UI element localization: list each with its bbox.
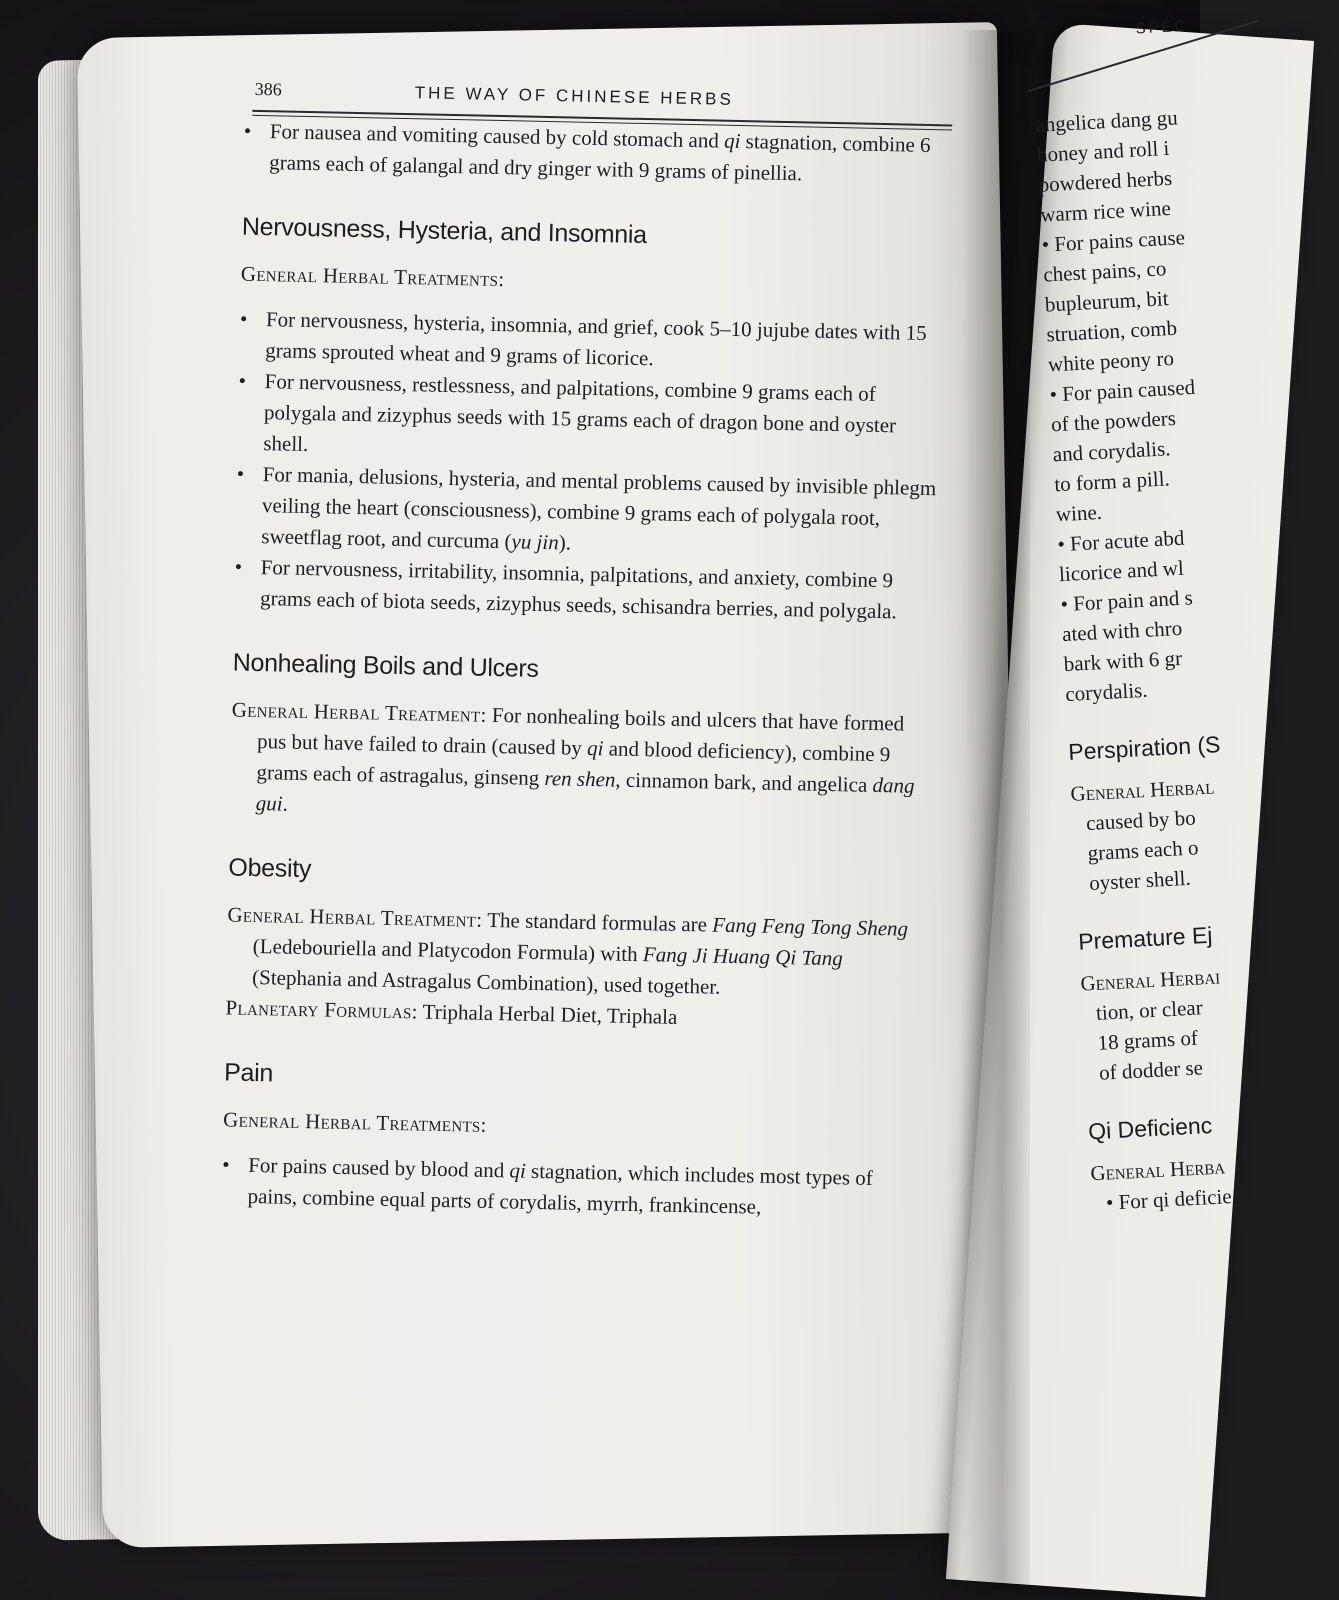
right-page-line: caused by bo [1085, 805, 1197, 836]
right-page-line: chest pains, co [1042, 256, 1167, 287]
right-page-line: • For acute abd [1056, 525, 1185, 557]
right-page-line: licorice and wl [1058, 555, 1185, 587]
right-page-line: oyster shell. [1088, 865, 1192, 896]
right-page-line: • For pains cause [1041, 225, 1186, 257]
right-page-line: General Herba [1089, 1154, 1226, 1186]
treatment-label: General Herbal Treatment: [231, 697, 487, 727]
right-page-line: • For pain caused [1048, 374, 1196, 407]
list-item: • For nausea and vomiting caused by cold stomach and qi stagnation, combine 6 grams each of galangal and dry ginger with 9 grams of pinellia. [243, 116, 944, 193]
list-item: • For nervousness, restlessness, and palpitations, combine 9 grams each of polygala and zizyphus seeds with 15 grams each of dragon bone and oyster shell. [237, 366, 939, 474]
right-page-line: corydalis. [1064, 677, 1149, 707]
obesity-treatment: General Herbal Treatment: The standard formulas are Fang Feng Tong Sheng (Ledebouriella and Platycodon Formula) with Fang Ji Huang Qi Tang (Stephania and Astragalus Combination), used together. [227, 902, 909, 999]
treatments-label: General Herbal Treatments: [240, 261, 505, 292]
right-page-line: powdered herbs [1038, 165, 1173, 197]
right-page-line: • For qi deficie [1105, 1184, 1233, 1215]
list-item: • For nervousness, irritability, insomnia, palpitations, and anxiety, combine 9 grams each of biota seeds, zizyphus seeds, schisandra berries, and polygala. [234, 552, 935, 629]
body-text [191, 115, 944, 1226]
right-page-line: General Herbal [1069, 774, 1215, 806]
premature-lines [1080, 957, 1306, 1088]
right-page-line: 18 grams of [1096, 1025, 1199, 1055]
right-page-line: bark with 6 gr [1063, 645, 1183, 677]
section-heading-qi: Qi Deficienc [1087, 1112, 1213, 1145]
section-heading-obesity: Obesity [228, 853, 312, 884]
qi-lines [1090, 1147, 1313, 1218]
perspiration-lines [1070, 767, 1296, 898]
treatment-label: General Herbal Treatment: [227, 902, 483, 932]
right-page-line: to form a pill. [1053, 466, 1171, 497]
right-page-line: wine. [1055, 499, 1103, 527]
section-heading-boils: Nonhealing Boils and Ulcers [232, 648, 539, 683]
book-title: THE WAY OF CHINESE HERBS [414, 83, 735, 109]
right-page-line: white peony ro [1047, 345, 1175, 377]
left-page-content [191, 78, 955, 1226]
intro-bullet-list [243, 116, 944, 193]
section-heading-premature: Premature Ej [1077, 921, 1214, 955]
section-heading-perspiration: Perspiration (S [1067, 731, 1221, 765]
list-item: • For mania, delusions, hysteria, and mental problems caused by invisible phlegm veiling the heart (consciousness), combine 9 grams each of polygala root, sweetflag root, and curcuma (yu jin). [235, 459, 937, 567]
treatments-label: General Herbal Treatments: [222, 1107, 487, 1137]
right-page-line: tion, or clear [1095, 995, 1204, 1025]
right-page-line: grams each o [1087, 835, 1199, 866]
right-top-lines [1035, 98, 1286, 709]
right-running-head: SPEC [1135, 17, 1189, 38]
boils-treatment: General Herbal Treatment: For nonhealing boils and ulcers that have formed pus but have failed to drain (caused by qi and blood deficiency), combine 9 grams each of astragalus, ginseng ren shen, cinnamon bark, and angelica dang gui. [231, 697, 915, 816]
section-heading-pain: Pain [223, 1058, 274, 1088]
right-page-line: struation, comb [1045, 315, 1178, 347]
list-item: • For pains caused by blood and qi stagnation, which includes most types of pains, combine equal parts of corydalis, myrrh, frankincense, [221, 1149, 922, 1226]
section-heading-nervousness: Nervousness, Hysteria, and Insomnia [241, 212, 648, 250]
right-page-line: of dodder se [1098, 1055, 1204, 1085]
right-page-line: • For pain and s [1059, 585, 1194, 617]
right-page-line: of the powders [1050, 405, 1177, 437]
nervousness-list [234, 304, 940, 629]
right-page-line: angelica dang gu [1034, 105, 1179, 137]
right-page-line: ated with chro [1061, 615, 1183, 647]
right-page-line: bupleurum, bit [1044, 286, 1170, 317]
right-page-line: General Herbai [1079, 964, 1221, 996]
right-page-line: honey and roll i [1036, 135, 1170, 167]
right-page-line: and corydalis. [1052, 436, 1172, 467]
book-gutter [960, 30, 1030, 1590]
planetary-label: Planetary Formulas: [225, 995, 419, 1024]
planetary-formulas: Planetary Formulas: Triphala Herbal Diet, Triphala [225, 995, 678, 1029]
page-number: 386 [254, 78, 282, 100]
right-page-line: warm rice wine [1039, 195, 1172, 227]
list-item: • For nervousness, hysteria, insomnia, and grief, cook 5–10 jujube dates with 15 grams sprouted wheat and 9 grams of licorice. [239, 304, 940, 381]
